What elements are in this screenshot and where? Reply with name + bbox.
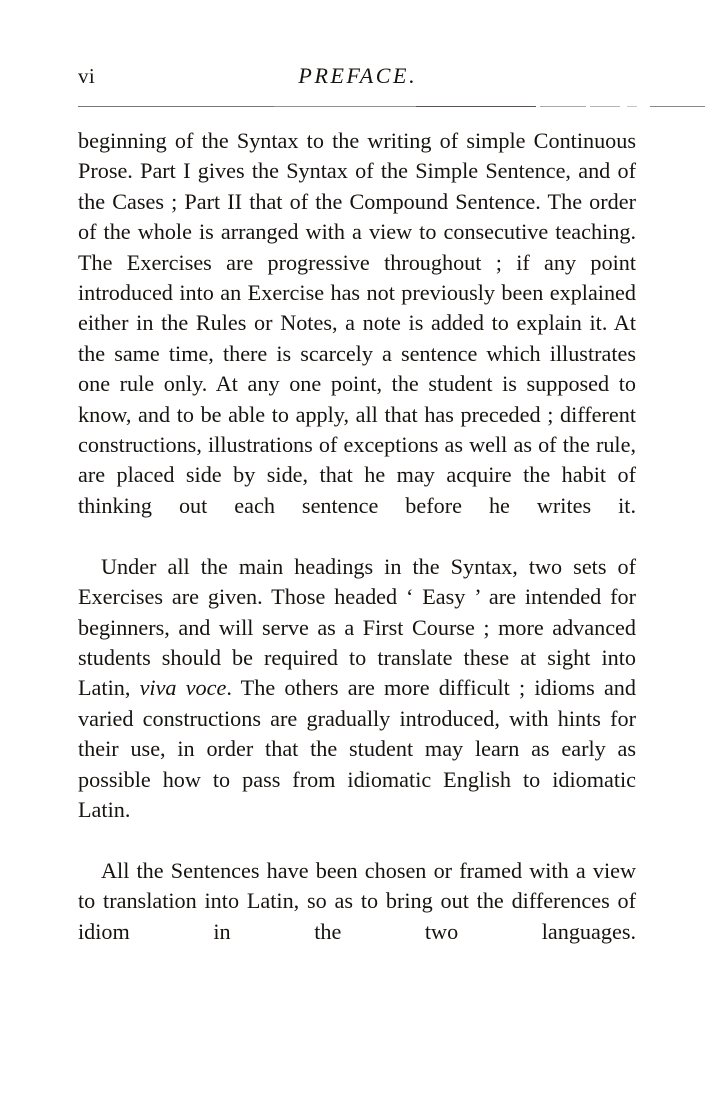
running-head <box>78 62 635 92</box>
paragraph-exercises <box>78 552 636 856</box>
rule-segment <box>650 106 705 107</box>
page-number: vi <box>78 64 96 88</box>
paragraph-sentences: All the Sentences have been chosen or framed with a view to translation into Latin, so as to bring out the differences of idiom in the two languages. <box>78 857 636 944</box>
rule-segment <box>590 106 620 107</box>
paragraph-continuation: beginning of the Syntax to the writing of simple Continuous Prose. Part I gives the Syntax of the Simple Sentence, and of the Cases ; Part II that of the Compound Sentence. The order of the whole is arranged with a view to consecutive teaching. The Exercises are progressive throughout ; if any point introduced into an Exercise has not previously been explained either in the Rules or Notes, a note is added to explain it. At the same time, there is scarcely a sentence which illustrates one rule only. At any one point, the student is supposed to know, and to be able to apply, all that has preceded ; different constructions, illustrations of exceptions as well as of the rule, are placed side by side, that he may acquire the habit of thinking out each sentence before he writes it. <box>78 128 636 518</box>
body-text-block <box>78 126 636 977</box>
rule-segment <box>627 106 637 107</box>
rule-segment <box>416 106 536 107</box>
rule-segment <box>274 106 416 107</box>
header-divider-rule <box>78 105 635 108</box>
paragraph-text-segment: Under all the main headings in the Syntax, two sets of Exercises are given. Those headed ‘ Easy ’ are intended for beginners, and will serve as a First Course ; more advanced students should be required to translate these at sight into Latin, <box>78 553 636 701</box>
running-head-title: PREFACE. <box>298 63 418 88</box>
rule-segment <box>540 106 586 107</box>
latin-phrase-italic: viva voce <box>139 675 227 701</box>
paragraph-text-segment: . The others are more difficult ; idioms and varied constructions are gradually introduced, with hints for their use, in order that the student may learn as early as possible how to pass from idiomatic English to idiomatic Latin. <box>78 675 636 822</box>
rule-segment <box>78 106 274 107</box>
